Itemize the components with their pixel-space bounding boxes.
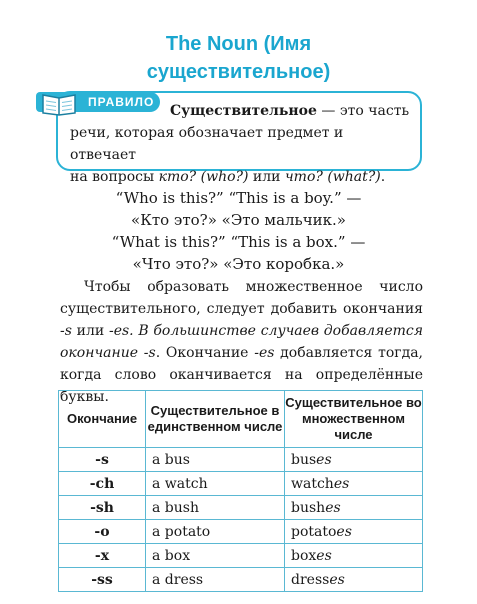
- plural-suffix: es: [325, 499, 341, 516]
- plural-suffix: es: [316, 547, 332, 564]
- cell-ending: -sh: [59, 496, 146, 520]
- rule-text: [70, 100, 410, 188]
- plural-stem: potato: [291, 523, 337, 540]
- example-line: “Who is this?” “This is a boy.” —: [115, 189, 362, 207]
- cell-plural: [285, 520, 423, 544]
- example-line: “What is this?” “This is a box.” —: [111, 233, 366, 251]
- para-part: добавляется тогда, когда слово оканчивается на определённые буквы.: [60, 345, 424, 405]
- table-row: [59, 568, 423, 592]
- rule-tag-label: ПРАВИЛО: [88, 95, 155, 109]
- plural-stem: box: [291, 547, 317, 564]
- cell-ending: -s: [59, 448, 146, 472]
- plural-stem: dress: [291, 571, 330, 588]
- rule-q1: кто?: [158, 169, 197, 185]
- table-row: [59, 496, 423, 520]
- table-row: [59, 448, 423, 472]
- endings-table: [58, 390, 423, 592]
- cell-singular: a watch: [146, 472, 285, 496]
- rule-or: или: [248, 169, 285, 185]
- para-suffix: -s: [60, 323, 72, 339]
- plural-stem: bush: [291, 499, 326, 516]
- plural-suffix: es: [333, 475, 350, 492]
- header-ending: Окончание: [59, 391, 146, 448]
- para-part: . Окончание: [155, 345, 255, 361]
- table-header-row: [59, 391, 423, 448]
- plural-suffix: es: [329, 571, 345, 588]
- para-italic: . В большинстве случаев добавляется окончание -s: [60, 323, 423, 361]
- example-line: «Кто это?» «Это мальчик.»: [131, 211, 346, 229]
- table-row: [59, 472, 423, 496]
- rule-end: .: [380, 169, 386, 185]
- page-title-line2: существительное): [146, 61, 331, 83]
- rule-line1-rest: — это часть: [316, 103, 410, 119]
- cell-plural: [285, 472, 423, 496]
- para-suffix: -es: [254, 345, 275, 361]
- cell-plural: [285, 544, 423, 568]
- cell-ending: -o: [59, 520, 146, 544]
- table-row: [59, 520, 423, 544]
- para-suffix: -es: [108, 323, 130, 339]
- cell-singular: a box: [146, 544, 285, 568]
- cell-ending: -ss: [59, 568, 146, 592]
- para-part: или: [71, 323, 109, 339]
- cell-plural: [285, 496, 423, 520]
- cell-plural: [285, 568, 423, 592]
- cell-ending: -ch: [59, 472, 146, 496]
- cell-singular: a bus: [146, 448, 285, 472]
- header-singular: Существительное в единственном числе: [146, 391, 285, 448]
- rule-line3-pre: на вопросы: [70, 169, 159, 185]
- rule-q2-en: (what?): [322, 169, 381, 185]
- plural-suffix: es: [336, 523, 352, 540]
- rule-q2: что?: [284, 169, 323, 185]
- plural-stem: watch: [291, 475, 334, 492]
- cell-ending: -x: [59, 544, 146, 568]
- cell-singular: a bush: [146, 496, 285, 520]
- explanation-paragraph: [60, 276, 423, 408]
- cell-singular: a potato: [146, 520, 285, 544]
- plural-suffix: es: [316, 451, 332, 468]
- plural-stem: bus: [291, 451, 317, 468]
- cell-singular: a dress: [146, 568, 285, 592]
- example-line: «Что это?» «Это коробка.»: [132, 255, 345, 273]
- table-row: [59, 544, 423, 568]
- page-title-line1: The Noun (Имя: [165, 33, 312, 55]
- rule-q1-en: (who?): [196, 169, 249, 185]
- para-part: Чтобы образовать множественное число существительного, следует добавить окончания: [60, 279, 423, 317]
- header-plural: Существительное во множественном числе: [285, 391, 423, 448]
- cell-plural: [285, 448, 423, 472]
- rule-line2: речи, которая обозначает предмет и отвечает: [70, 125, 344, 163]
- rule-term: Существительное: [170, 103, 317, 119]
